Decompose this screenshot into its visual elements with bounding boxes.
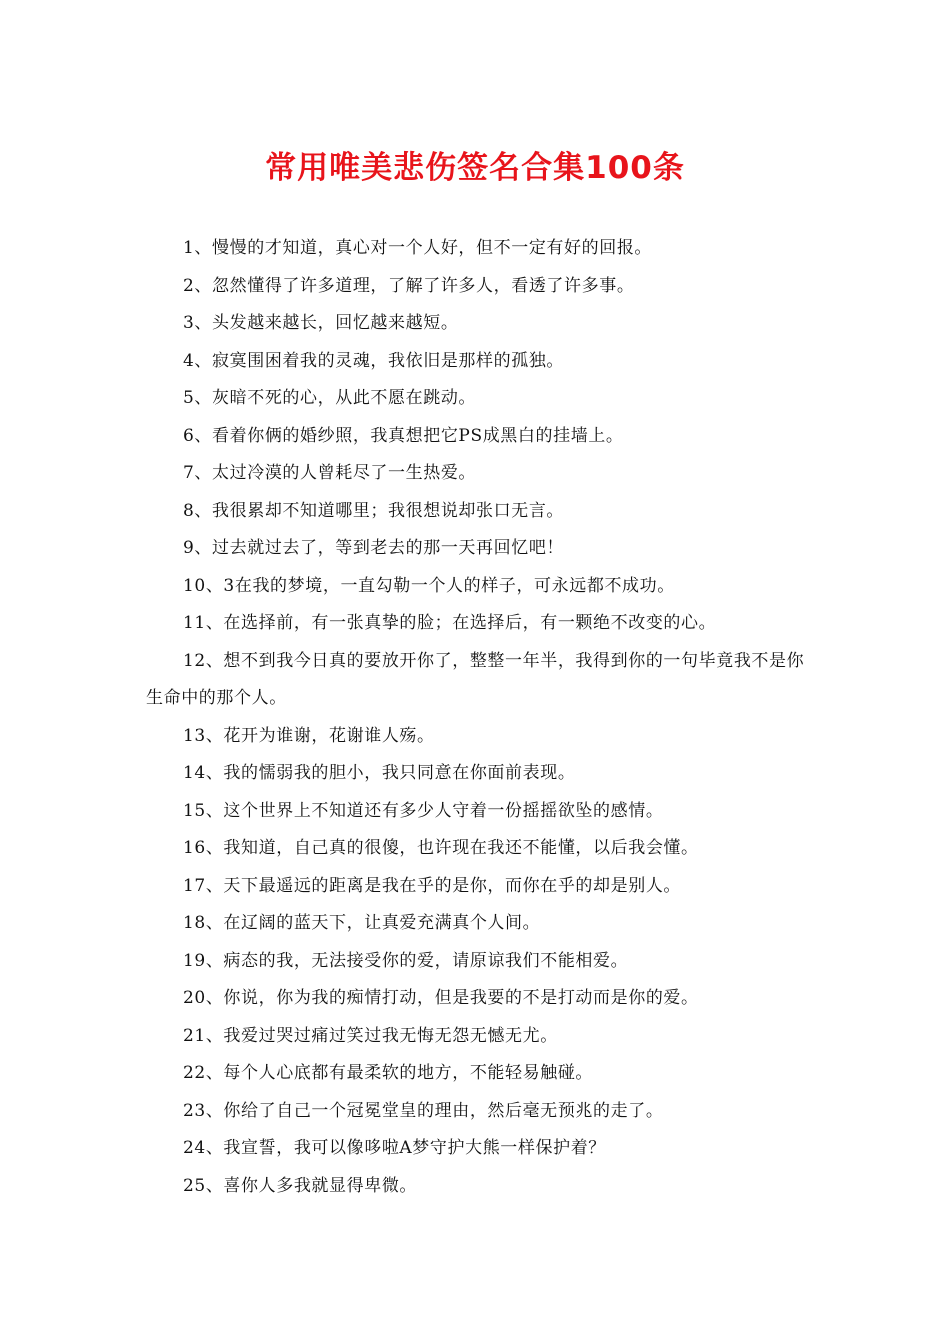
list-item: 11、在选择前，有一张真挚的脸；在选择后，有一颗绝不改变的心。 bbox=[183, 613, 717, 633]
list-item: 5、灰暗不死的心，从此不愿在跳动。 bbox=[183, 388, 477, 408]
list-item: 22、每个人心底都有最柔软的地方，不能轻易触碰。 bbox=[183, 1063, 594, 1083]
list-item: 24、我宣誓，我可以像哆啦A梦守护大熊一样保护着？ bbox=[183, 1138, 606, 1158]
list-item: 13、花开为谁谢，花谢谁人殇。 bbox=[183, 725, 435, 746]
list-item: 6、看着你俩的婚纱照，我真想把它PS成黑白的挂墙上。 bbox=[183, 425, 624, 446]
list-item: 15、这个世界上不知道还有多少人守着一份摇摇欲坠的感情。 bbox=[183, 800, 664, 821]
list-item: 25、喜你人多我就显得卑微。 bbox=[183, 1175, 418, 1196]
list-item: 14、我的懦弱我的胆小，我只同意在你面前表现。 bbox=[183, 763, 576, 783]
list-item: 19、病态的我，无法接受你的爱，请原谅我们不能相爱。 bbox=[183, 950, 629, 971]
list-item: 1、慢慢的才知道，真心对一个人好，但不一定有好的回报。 bbox=[183, 238, 653, 258]
list-item: 9、过去就过去了，等到老去的那一天再回忆吧！ bbox=[183, 538, 565, 558]
list-item: 16、我知道，自己真的很傻，也许现在我还不能懂，以后我会懂。 bbox=[183, 838, 699, 858]
list-item: 4、寂寞围困着我的灵魂，我依旧是那样的孤独。 bbox=[183, 350, 565, 371]
list-item: 12、想不到我今日真的要放开你了，整整一年半，我得到你的一句毕竟我不是你生命中的那个人。 bbox=[146, 650, 805, 708]
page-title: 常用唯美悲伤签名合集100条 bbox=[265, 150, 685, 186]
list-item: 3、头发越来越长，回忆越来越短。 bbox=[183, 313, 459, 333]
list-item: 2、忽然懂得了许多道理，了解了许多人，看透了许多事。 bbox=[183, 275, 635, 296]
list-item: 7、太过冷漠的人曾耗尽了一生热爱。 bbox=[183, 463, 477, 483]
list-item: 18、在辽阔的蓝天下，让真爱充满真个人间。 bbox=[183, 913, 541, 933]
list-item: 17、天下最遥远的距离是我在乎的是你，而你在乎的却是别人。 bbox=[183, 875, 682, 896]
list-item: 10、3在我的梦境，一直勾勒一个人的样子，可永远都不成功。 bbox=[183, 575, 675, 596]
list-item: 23、你给了自己一个冠冕堂皇的理由，然后毫无预兆的走了。 bbox=[183, 1100, 664, 1121]
list-item: 20、你说，你为我的痴情打动，但是我要的不是打动而是你的爱。 bbox=[183, 988, 699, 1008]
list-item: 8、我很累却不知道哪里；我很想说却张口无言。 bbox=[183, 500, 565, 521]
signature-list bbox=[146, 230, 806, 1205]
list-item: 21、我爱过哭过痛过笑过我无悔无怨无憾无尤。 bbox=[183, 1025, 558, 1046]
